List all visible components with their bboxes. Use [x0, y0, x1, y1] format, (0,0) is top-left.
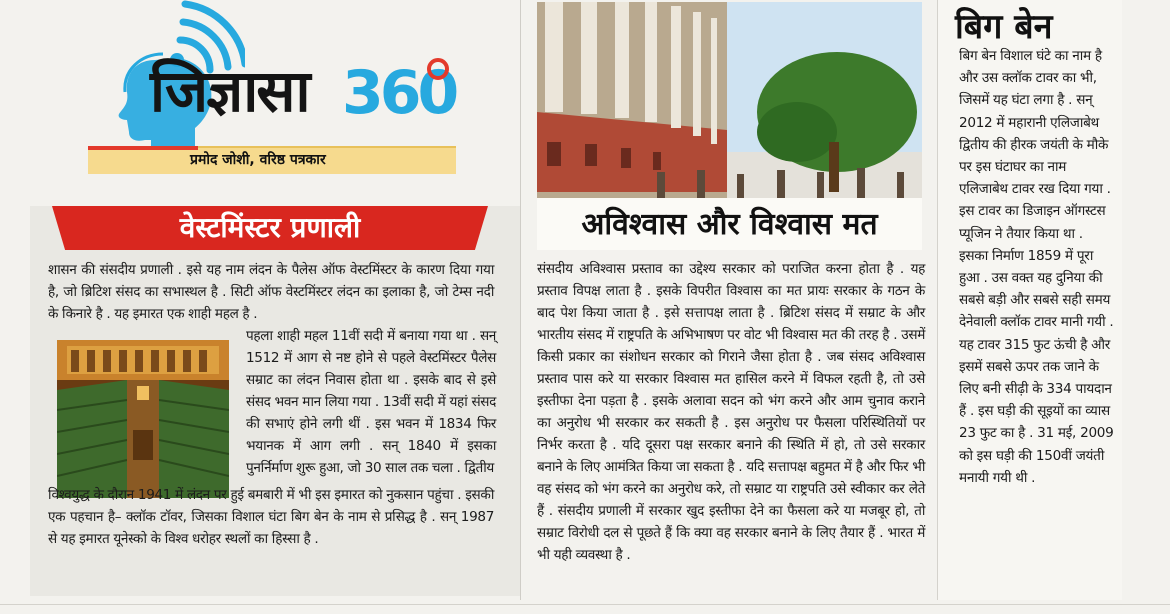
masthead-title: जिज्ञासा [150, 57, 309, 125]
no-confidence-body: संसदीय अविश्वास प्रस्ताव का उद्देश्य सरकार को पराजित करना होता है . यह प्रस्ताव विपक्ष लाता है . इसके विपरीत विश्वास का मत प्रायः सरकार के गठन के बाद पेश किया जाता है . इसे सत्तापक्ष लाता है . ब्रिटिश संसद में सम्राट के और भारतीय संसद में राष्ट्रपति के अभिभाषण पर वोट भी विश्वास मत की तरह है . उसमें किसी प्रकार का संशोधन सरकार को गिराने जैसा होता है . जब संसद अविश्वास प्रस्ताव पास करे या सरकार विश्वास मत हासिल करने में विफल रहती है, तो उसे इस्तीफा देना पड़ता है . इसके अलावा सदन को भंग करने और आम चुनाव कराने का अनुरोध भी सरकार कर सकती है . इस अनुरोध पर फैसला परिस्थितियों पर निर्भर करता है . यदि दूसरा पक्ष सरकार बनाने की स्थिति में हो, तो उसे सरकार बनाने के लिए आमंत्रित किया जा सकता है . यदि सत्तापक्ष बहुमत में है और फिर भी वह संसद को भंग करने का अनुरोध करे, तो सम्राट या राष्ट्रपति उसे स्वीकार कर लेते हैं . संसदीय प्रणाली में सरकार खुद इस्तीफा देने का फैसला करे या मजबूर हो, तो सम्राट विरोधी दल से पूछते हैं कि क्या वह सरकार बनाने के लिए तैयार हैं . भारत में भी यही व्यवस्था है . [537, 261, 925, 563]
byline-accent [88, 146, 198, 150]
westminster-intro: शासन की संसदीय प्रणाली . इसे यह नाम लंदन के पैलेस ऑफ वेस्टमिंस्टर के कारण दिया गया है, जो ब्रिटिश संसद का सभास्थल है . सिटी ऑफ वेस्टमिंस्टर लंदन का इलाका है, जो टेम्स नदी के किनारे है . यह इमारत एक शाही महल है . [48, 262, 494, 322]
parliament-photo [537, 2, 922, 219]
westminster-heading: वेस्टमिंस्टर प्रणाली [179, 211, 361, 244]
masthead-number: 360 [342, 58, 456, 128]
big-ben-body: बिग बेन विशाल घंटे का नाम है और उस क्लॉक टावर का भी, जिसमें यह घंटा लगा है . सन् 2012 में महारानी एलिजाबेथ द्वितीय की हीरक जयंती के मौके पर इस घंटाघर का नाम एलिजाबेथ टावर रख दिया गया . इस टावर का डिजाइन ऑगस्टस प्यूजिन ने तैयार किया था . इसका निर्माण 1859 में पूरा हुआ . उस वक्त यह दुनिया की सबसे बड़ी और सबसे सही समय देनेवाली क्लॉक टावर मानी गयी . यह टावर 315 फुट ऊंची है और इसमें सबसे ऊपर तक जाने के लिए बनी सीढ़ी के 334 पायदान हैं . इस घड़ी की सूइयों का व्यास 23 फुट का है . 31 मई, 2009 को इस घड़ी की 150वीं जयंती मनायी गयी थी . [959, 48, 1114, 486]
byline: प्रमोद जोशी, वरिष्ठ पत्रकार [190, 152, 326, 168]
westminster-closing: विश्वयुद्ध के दौरान 1941 में लंदन पर हुई बमबारी में भी इस इमारत को नुकसान पहुंचा . इसकी एक पहचान है– क्लॉक टॉवर, जिसका विशाल घंटा बिग बेन के नाम से प्रसिद्ध है . सन् 1987 से यह इमारत यूनेस्को के विश्व धरोहर स्थलों का हिस्सा है . [48, 487, 494, 547]
masthead [0, 0, 520, 205]
degree-ring-icon [427, 58, 449, 80]
westminster-history: पहला शाही महल 11वीं सदी में बनाया गया था . सन् 1512 में आग से नष्ट होने से पहले वेस्टमिंस्टर पैलेस सम्राट का लंदन निवास होता था . इसके बाद से इसे संसद भवन मान लिया गया . 13वीं सदी में यहां संसद की सभाएं होने लगी थीं . इस भवन में 1834 फिर भयानक में आग लगी . सन् 1840 में इसका पुनर्निर्माण शुरू हुआ, जो 30 साल तक चला . द्वितीय [246, 328, 496, 476]
page-bottom-rule [0, 604, 1170, 605]
house-of-commons-photo [57, 340, 229, 498]
no-confidence-heading: अविश्वास और विश्वास मत [581, 207, 878, 242]
column-divider [520, 0, 521, 600]
big-ben-heading: बिग बेन [955, 7, 1053, 47]
